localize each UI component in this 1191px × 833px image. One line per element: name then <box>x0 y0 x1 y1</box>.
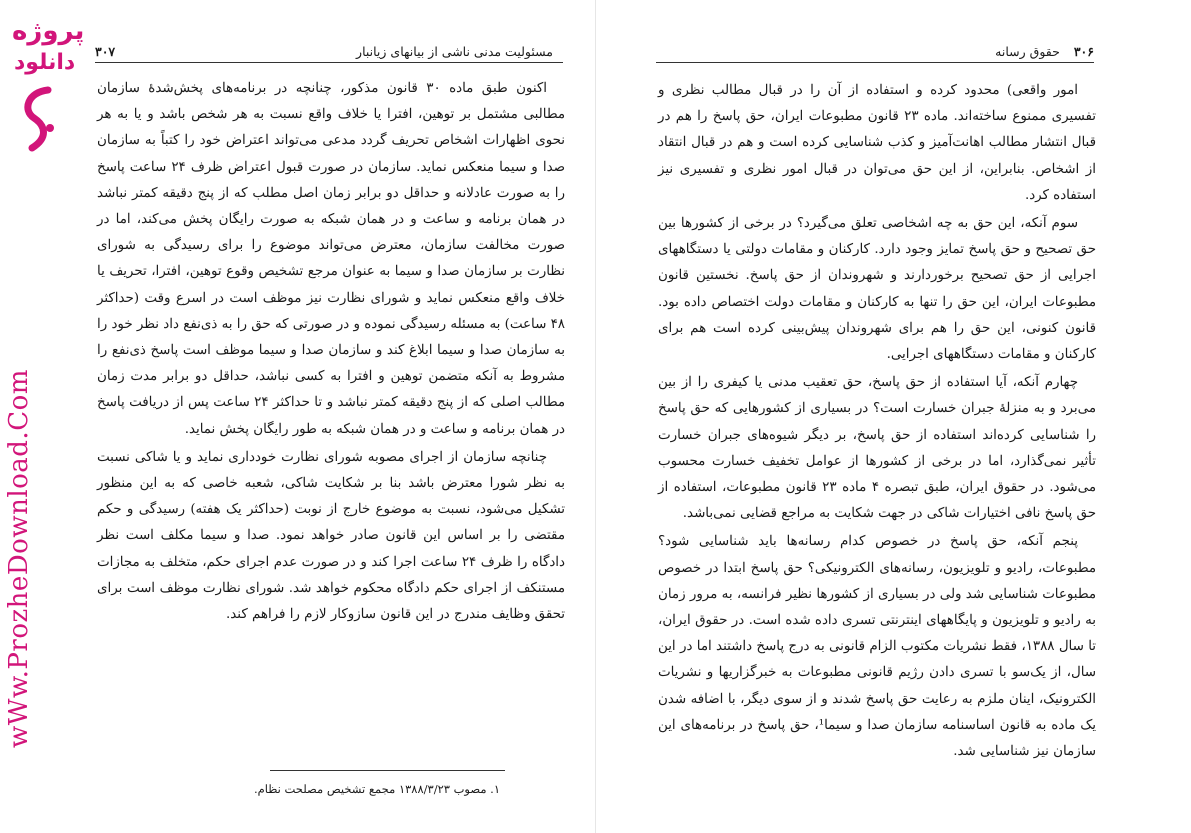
logo-swirl-icon <box>18 84 60 154</box>
left-page-number: ۳۰۷ <box>95 43 116 59</box>
right-paragraph-2: سوم آنکه، این حق به چه اشخاصی تعلق می‌گیرد؟ در برخی از کشورها بین حق تصحیح و حق پاسخ تمایز وجود دارد. کارکنان و مقامات دولتی یا دستگاههای اجرایی از حق تصحیح برخوردارند و شهروندان از حق پاسخ. نخستین قانون مطبوعات ایران، این حق را تنها به کارکنان و مقامات دولت اختصاص داده بود. قانون کنونی، این حق را هم برای شهروندان پیش‌بینی کرده است هم برای کارکنان و مقامات دستگاههای اجرایی. <box>658 216 1096 363</box>
watermark-url: wWw.ProzheDownload.Com <box>4 369 34 748</box>
right-page-number: ۳۰۶ <box>1073 43 1094 59</box>
left-paragraph-2: چنانچه سازمان از اجرای مصوبه شورای نظارت خودداری نماید و یا شاکی نسبت به نظر شورا معترض باشد بنا بر شکایت شاکی، شعبه خاصی که به این منظور تشکیل می‌شود، نسبت به موضوع خارج از نوبت (حداکثر یک هفته) رسیدگی و حکم مقتضی را بر اساس این قانون صادر خواهد نمود. صدا و سیما مکلف است نظر دادگاه را ظرف ۲۴ ساعت اجرا کند و در صورت عدم اجرای حکم، متخلف به مجازات مستنکف از اجرای حکم دادگاه محکوم خواهد شد. شورای نظارت موظف است برای تحقق وظایف مندرج در این قانون سازوکار لازم را فراهم کند. <box>97 449 565 623</box>
logo-line1: پروژه <box>12 16 85 46</box>
left-running-head <box>95 40 563 63</box>
footnote-rule <box>270 770 505 771</box>
right-running-head <box>656 40 1094 63</box>
watermark-logo <box>4 6 85 156</box>
footnote: ۱. مصوب ۱۳۸۸/۳/۲۳ مجمع تشخیص مصلحت نظام. <box>253 782 500 796</box>
right-paragraph-4: پنجم آنکه، حق پاسخ در خصوص کدام رسانه‌ها باید شناسایی شود؟ مطبوعات، رادیو و تلویزیون، رسانه‌های الکترونیکی؟ حق پاسخ ابتدا در خصوص مطبوعات شناسایی شد ولی در بسیاری از کشورها نظیر فرانسه، به مرور زمان به رادیو و تلویزیون و پایگاههای اینترنتی تسری داده شده است. در حقوق ایران، تا سال ۱۳۸۸، فقط نشریات مکتوب الزام قانونی به درج پاسخ داشتند اما در این سال، از یک‌سو با تسری دادن رژیم قانونی مطبوعات به خبرگزاریها و نشریات الکترونیک، اینان ملزم به رعایت حق پاسخ شدند و از سوی دیگر، با اضافه شدن یک ماده به قانون اساسنامه سازمان صدا و سیما¹، حق پاسخ در برنامه‌های این سازمان نیز شناسایی شد. <box>658 534 1097 760</box>
right-paragraph-1: امور واقعی) محدود کرده و استفاده از آن را در قبال مطالب نظری و تفسیری ممنوع ساخته‌اند. ماده ۲۳ قانون مطبوعات ایران، حق پاسخ را هم در قبال انتشار مطالب اهانت‌آمیز و کذب شناسایی کرده است و هم در قبال انتقاد از اشخاص. بنابراین، از این حق می‌توان در قبال امور نظری و تفسیری نیز استفاده کرد. <box>658 83 1096 203</box>
left-page <box>0 0 595 833</box>
left-header-title: مسئولیت مدنی ناشی از بیانهای زیانبار <box>356 43 553 59</box>
left-paragraph-1: اکنون طبق ماده ۳۰ قانون مذکور، چنانچه در برنامه‌های پخش‌شدهٔ سازمان مطالبی مشتمل بر توهین، افترا یا خلاف واقع نسبت به هر شخص باشد و یا به هر نحوی اظهارات اشخاص تحریف گردد مدعی می‌تواند اعتراض خود را کتباً به سازمان صدا و سیما منعکس نماید. سازمان در صورت قبول اعتراض ظرف ۲۴ ساعت پاسخ را به صورت عادلانه و حداقل دو برابر زمان اصل مطلب که از پنج دقیقه کمتر نباشد در همان برنامه و ساعت و در همان شبکه به صورت رایگان پخش می‌کند، اما در صورت مخالفت سازمان، معترض می‌تواند موضوع را برای رسیدگی به شورای نظارت بر سازمان صدا و سیما به عنوان مرجع تشخیص وقوع توهین، افترا، تحریف یا خلاف واقع منعکس نماید و شورای نظارت نیز موظف است در اسرع وقت (حداکثر ۴۸ ساعت) به مسئله رسیدگی نموده و در صورتی که حق را به ذی‌نفع داد نظر خود را به سازمان صدا و سیما ابلاغ کند و سازمان صدا و سیما موظف است پاسخ ذی‌نفع را مشروط به آنکه متضمن توهین و افترا به کسی نباشد، حداقل دو برابر مدت زمان مطالب اصلی که از پنج دقیقه کمتر نباشد و تا حداکثر ۲۴ ساعت پس از دریافت پاسخ در همان برنامه و ساعت و در همان شبکه به طور رایگان پخش نماید. <box>97 81 565 437</box>
right-body-text <box>658 78 1096 765</box>
right-paragraph-3: چهارم آنکه، آیا استفاده از حق پاسخ، حق تعقیب مدنی یا کیفری را از بین می‌برد و به منزلهٔ جبران خسارت است؟ در بسیاری از کشورهایی که حق پاسخ را شناسایی کرده‌اند استفاده از حق پاسخ، بر دیگر شیوه‌های جبران خسارت تأثیر نمی‌گذارد، اما در برخی از کشورها از عوامل تخفیف خسارت محسوب می‌شود. در حقوق ایران، طبق تبصره ۴ ماده ۲۳ قانون مطبوعات، استفاده از حق پاسخ نافی اختیارات شاکی در جهت شکایت به مراجع قضایی نمی‌باشد. <box>658 375 1096 522</box>
right-page <box>596 0 1191 833</box>
left-body-text <box>97 76 565 628</box>
logo-line2: دانلود <box>14 50 76 75</box>
right-header-title: حقوق رسانه <box>995 43 1060 59</box>
